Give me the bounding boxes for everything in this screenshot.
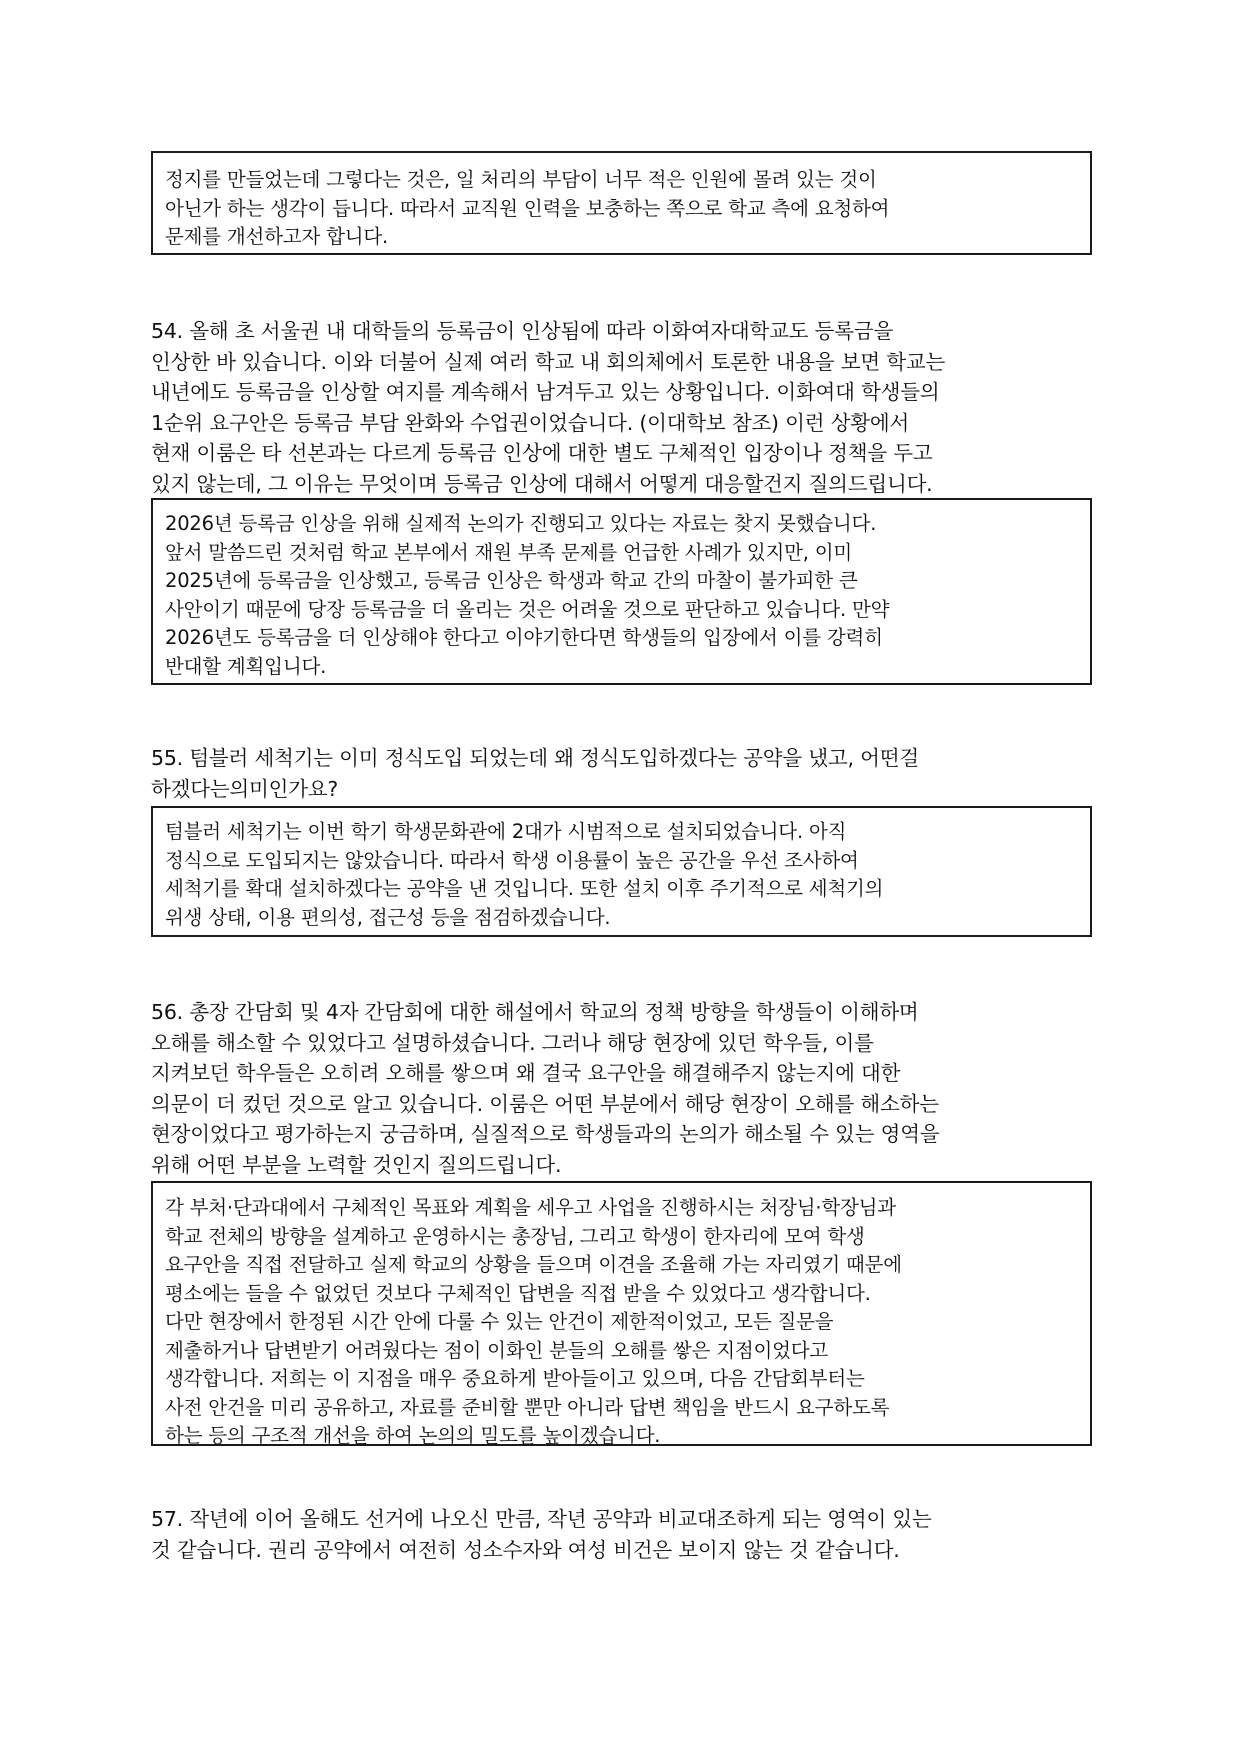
answer-line: 위생 상태, 이용 편의성, 접근성 등을 점검하겠습니다.	[165, 905, 611, 929]
question-line: 54. 올해 초 서울권 내 대학들의 등록금이 인상됨에 따라 이화여자대학교도 등록금을	[151, 319, 894, 343]
answer-line: 평소에는 들을 수 없었던 것보다 구체적인 답변을 직접 받을 수 있었다고 생각합니다.	[165, 1281, 871, 1305]
question-line: 것 같습니다. 권리 공약에서 여전히 성소수자와 여성 비건은 보이지 않는 것 같습니다.	[151, 1537, 900, 1562]
answer-line: 정식으로 도입되지는 않았습니다. 따라서 학생 이용률이 높은 공간을 우선 조사하여	[165, 848, 859, 872]
answer-line: 앞서 말씀드린 것처럼 학교 본부에서 재원 부족 문제를 언급한 사례가 있지만, 이미	[165, 540, 853, 564]
question-line: 있지 않는데, 그 이유는 무엇이며 등록금 인상에 대해서 어떻게 대응할건지 질의드립니다.	[151, 471, 933, 496]
answer-box	[151, 806, 1092, 937]
answer-line: 사전 안건을 미리 공유하고, 자료를 준비할 뿐만 아니라 답변 책임을 반드시 요구하도록	[165, 1395, 890, 1419]
answer-line: 다만 현장에서 한정된 시간 안에 다룰 수 있는 안건이 제한적이었고, 모든 질문을	[165, 1310, 834, 1333]
answer-box	[151, 151, 1092, 255]
answer-line: 요구안을 직접 전달하고 실제 학교의 상황을 들으며 이견을 조율해 가는 자리였기 때문에	[165, 1253, 902, 1276]
question-line: 56. 총장 간담회 및 4자 간담회에 대한 해설에서 학교의 정책 방향을 학생들이 이해하며	[151, 1000, 919, 1024]
question-line: 오해를 해소할 수 있었다고 설명하셨습니다. 그러나 해당 현장에 있던 학우들, 이를	[151, 1030, 874, 1055]
answer-line: 제출하거나 답변받기 어려웠다는 점이 이화인 분들의 오해를 쌓은 지점이었다고	[165, 1338, 829, 1362]
question-line: 1순위 요구안은 등록금 부담 완화와 수업권이었습니다. (이대학보 참조) 이런 상황에서	[151, 410, 910, 435]
answer-line: 2025년에 등록금을 인상했고, 등록금 인상은 학생과 학교 간의 마찰이 불가피한 큰	[165, 569, 858, 592]
question-line: 하겠다는의미인가요?	[151, 776, 339, 801]
answer-line: 반대할 계획입니다.	[165, 654, 327, 678]
answer-line: 하는 등의 구조적 개선을 하여 논의의 밀도를 높이겠습니다.	[165, 1424, 661, 1447]
question-line: 현장이었다고 평가하는지 궁금하며, 실질적으로 학생들과의 논의가 해소될 수 있는 영역을	[151, 1122, 940, 1146]
question-line: 55. 텀블러 세척기는 이미 정식도입 되었는데 왜 정식도입하겠다는 공약을 냈고, 어떤걸	[151, 746, 919, 770]
answer-line: 정지를 만들었는데 그렇다는 것은, 일 처리의 부담이 너무 적은 인원에 몰려 있는 것이	[165, 168, 877, 191]
answer-line: 생각합니다. 저희는 이 지점을 매우 중요하게 받아들이고 있으며, 다음 간담회부터는	[165, 1367, 865, 1390]
answer-line: 텀블러 세척기는 이번 학기 학생문화관에 2대가 시범적으로 설치되었습니다. 아직	[165, 820, 847, 843]
answer-line: 학교 전체의 방향을 설계하고 운영하시는 총장님, 그리고 학생이 한자리에 모여 학생	[165, 1224, 865, 1248]
question-55	[151, 743, 1096, 804]
question-line: 인상한 바 있습니다. 이와 더불어 실제 여러 학교 내 회의체에서 토론한 내용을 보면 학교는	[151, 349, 946, 374]
answer-box	[151, 498, 1092, 685]
question-57	[151, 1504, 1096, 1565]
answer-box	[151, 1181, 1092, 1446]
answer-line: 2026년 등록금 인상을 위해 실제적 논의가 진행되고 있다는 자료는 찾지 못했습니다.	[165, 512, 877, 535]
question-56	[151, 997, 1096, 1180]
answer-line: 각 부처·단과대에서 구체적인 목표와 계획을 세우고 사업을 진행하시는 처장님·학장님과	[165, 1196, 896, 1219]
question-54	[151, 316, 1096, 499]
question-line: 지켜보던 학우들은 오히려 오해를 쌓으며 왜 결국 요구안을 해결해주지 않는지에 대한	[151, 1061, 901, 1085]
answer-line: 세척기를 확대 설치하겠다는 공약을 낸 것입니다. 또한 설치 이후 주기적으로 세척기의	[165, 877, 884, 900]
question-line: 내년에도 등록금을 인상할 여지를 계속해서 남겨두고 있는 상황입니다. 이화여대 학생들의	[151, 380, 940, 404]
answer-line: 사안이기 때문에 당장 등록금을 더 올리는 것은 어려울 것으로 판단하고 있습니다. 만약	[165, 597, 890, 621]
answer-line: 2026년도 등록금을 더 인상해야 한다고 이야기한다면 학생들의 입장에서 이를 강력히	[165, 626, 883, 649]
answer-line: 문제를 개선하고자 합니다.	[165, 225, 389, 248]
question-line: 현재 이룸은 타 선본과는 다르게 등록금 인상에 대한 별도 구체적인 입장이나 정책을 두고	[151, 441, 933, 465]
answer-line: 아닌가 하는 생각이 듭니다. 따라서 교직원 인력을 보충하는 쪽으로 학교 측에 요청하여	[165, 196, 890, 220]
question-line: 의문이 더 컸던 것으로 알고 있습니다. 이룸은 어떤 부분에서 해당 현장이 오해를 해소하는	[151, 1091, 939, 1116]
question-line: 위해 어떤 부분을 노력할 것인지 질의드립니다.	[151, 1152, 562, 1177]
question-line: 57. 작년에 이어 올해도 선거에 나오신 만큼, 작년 공약과 비교대조하게 되는 영역이 있는	[151, 1507, 932, 1531]
